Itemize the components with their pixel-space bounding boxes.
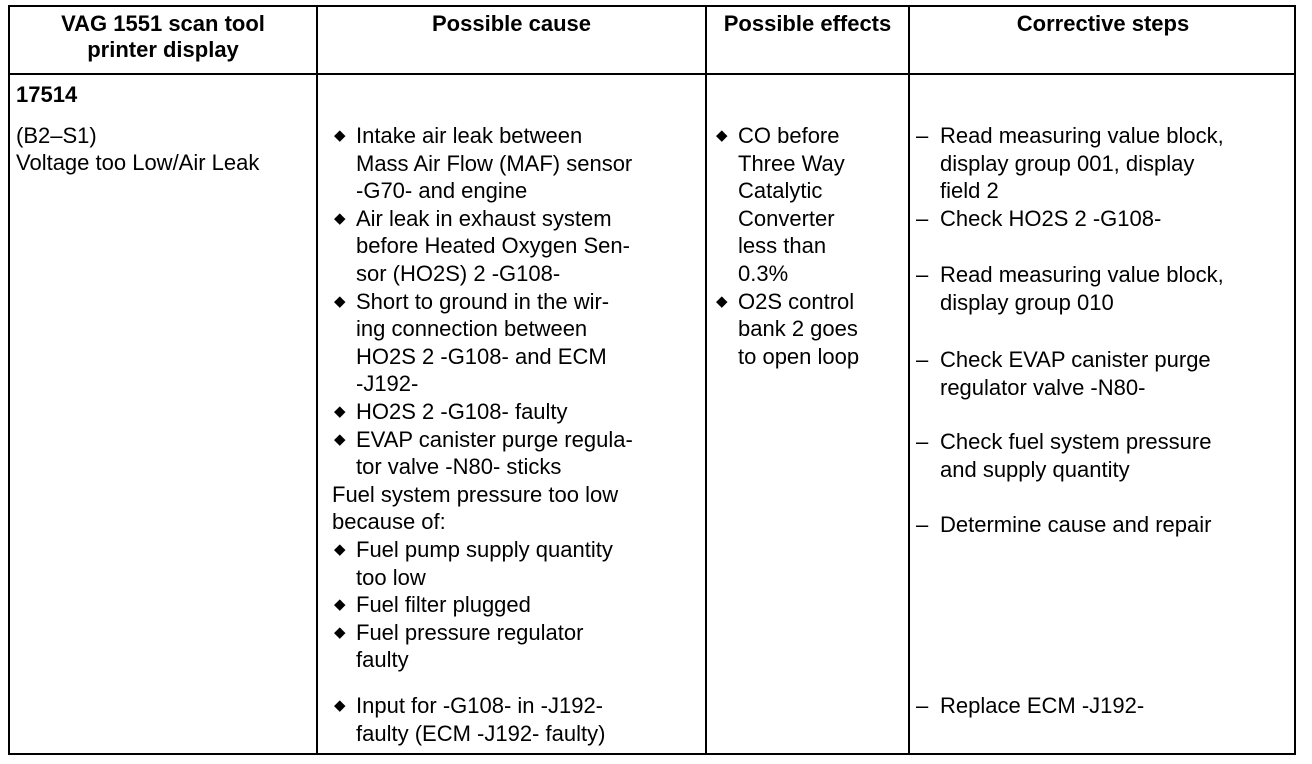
effect-item: ◆ CO before Three Way Catalytic Converter less than 0.3%: [716, 123, 845, 286]
cause-item: ◆ Intake air leak between Mass Air Flow (MAF) sensor -G70- and engine: [334, 123, 633, 204]
bullet-icon: ◆: [716, 127, 728, 144]
bullet-icon: ◆: [334, 209, 346, 227]
bullet-icon: ◆: [334, 127, 346, 144]
cause-item: ◆ HO2S 2 -G108- faulty: [334, 398, 568, 424]
cause-item: ◆ EVAP canister purge regula- tor valve -N80- sticks: [334, 426, 633, 480]
bullet-icon: ◆: [334, 596, 346, 614]
diagnostic-table: [8, 5, 1296, 755]
step-read-group-001: – Read measuring value block, display group 001, display field 2: [916, 123, 1224, 204]
step-determine-cause: – Determine cause and repair: [916, 512, 1212, 537]
header-possible-cause: Possible cause: [432, 11, 591, 36]
bullet-icon: ◆: [334, 623, 346, 641]
cause-item: ◆ Fuel pump supply quantity too low: [334, 536, 613, 590]
dash-icon: –: [916, 123, 929, 148]
dash-icon: –: [916, 512, 929, 537]
header-line: printer display: [87, 37, 239, 62]
step-check-fuel-system: – Check fuel system pressure and supply quantity: [916, 429, 1212, 482]
column-divider: [908, 7, 910, 753]
step-check-evap: – Check EVAP canister purge regulator valve -N80-: [916, 347, 1211, 400]
dash-icon: –: [916, 429, 929, 454]
step-read-group-010: – Read measuring value block, display group 010: [916, 262, 1224, 315]
column-divider: [705, 7, 707, 753]
effect-list: [714, 122, 859, 370]
bullet-icon: ◆: [334, 540, 346, 558]
column-divider: [316, 7, 318, 753]
header-line: VAG 1551 scan tool: [61, 11, 265, 36]
cause-item: ◆ Input for -G108- in -J192- faulty (ECM -J192- faulty): [334, 693, 606, 746]
dash-icon: –: [916, 693, 929, 718]
cause-list-primary: [332, 122, 633, 674]
header-scan-tool-display: [10, 11, 316, 63]
header-corrective-steps: Corrective steps: [1016, 11, 1190, 36]
step-replace-ecm: – Replace ECM -J192-: [916, 693, 1145, 718]
dash-icon: –: [916, 262, 929, 287]
cause-item: ◆ Fuel filter plugged: [334, 592, 531, 618]
bullet-icon: ◆: [334, 292, 346, 310]
header-divider: [10, 73, 1294, 75]
bullet-icon: ◆: [334, 697, 346, 714]
fuel-pressure-intro: Fuel system pressure too low because of:: [332, 481, 619, 535]
cause-item: ◆ Short to ground in the wir- ing connection between HO2S 2 -G108- and ECM -J192-: [334, 288, 610, 397]
bullet-icon: ◆: [716, 292, 728, 310]
fault-code: 17514: [16, 82, 78, 107]
cause-list-ecm: [332, 692, 605, 747]
step-check-ho2s: – Check HO2S 2 -G108-: [916, 206, 1162, 231]
bullet-icon: ◆: [334, 430, 346, 448]
dash-icon: –: [916, 206, 929, 231]
cause-item: ◆ Fuel pressure regulator faulty: [334, 619, 584, 673]
bullet-icon: ◆: [334, 402, 346, 420]
effect-item: ◆ O2S control bank 2 goes to open loop: [716, 288, 860, 369]
fault-location: (B2–S1): [16, 123, 97, 148]
fault-description: Voltage too Low/Air Leak: [16, 150, 260, 175]
cause-item: ◆ Air leak in exhaust system before Heated Oxygen Sen- sor (HO2S) 2 -G108-: [334, 205, 630, 286]
dash-icon: –: [916, 347, 929, 372]
header-possible-effects: Possible effects: [723, 11, 892, 36]
